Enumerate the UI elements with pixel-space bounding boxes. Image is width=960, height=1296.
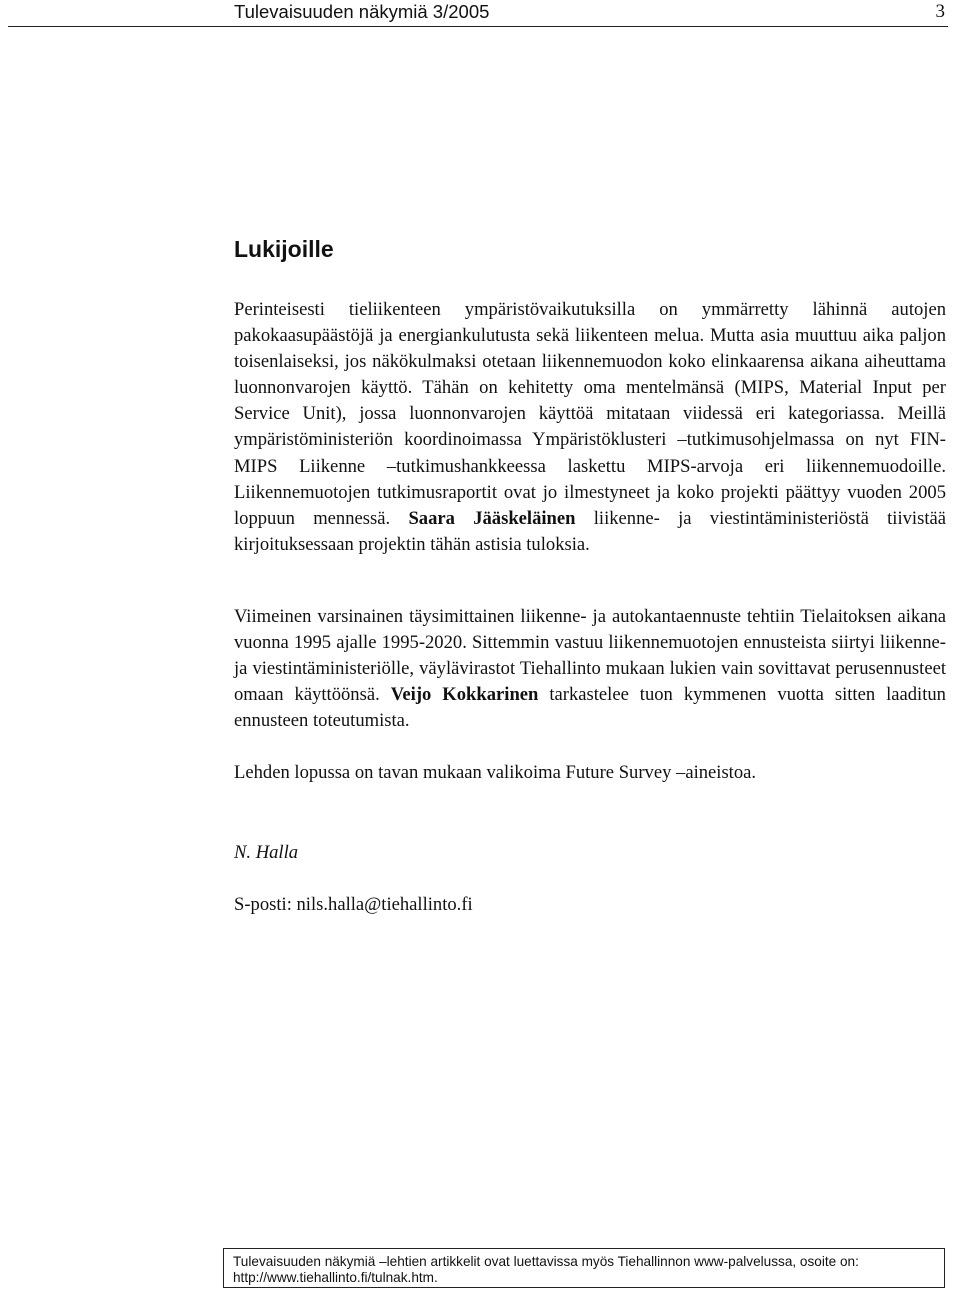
publication-title: Tulevaisuuden näkymiä 3/2005: [234, 1, 490, 22]
paragraph-mips: [234, 297, 946, 558]
paragraph-text: Perinteisesti tieliikenteen ympäristövaikutuksilla on ymmärretty lähinnä autojen pakokaasupäästöjä ja energiankulutusta sekä liikenteen melua. Mutta asia muuttuu aika paljon toisenlaiseksi, jos näkökulmaksi otetaan liikennemuodon koko elinkaarensa aikana aiheuttama luonnonvarojen käyttö. Tähän on kehitetty oma mentelmänsä (MIPS, Material Input per Service Unit), jossa luonnonvarojen käyttöä mitataan viidessä eri kategoriassa. Meillä ympäristöministeriön koordinoimassa Ympäristöklusteri –tutkimusohjelmassa on nyt FIN-MIPS Liikenne –tutkimushankkeessa laskettu MIPS-arvoja eri liikennemuodoille. Liikennemuotojen tutkimusraportit ovat jo ilmestyneet ja koko projekti päättyy vuoden 2005 loppuun mennessä.: [234, 299, 946, 529]
email-line: S-posti: nils.halla@tiehallinto.fi: [234, 894, 473, 915]
page-number: 3: [935, 1, 945, 22]
author-name: Veijo Kokkarinen: [390, 684, 539, 706]
paragraph-forecast: [234, 604, 946, 734]
article-heading: Lukijoille: [234, 236, 334, 262]
paragraph-text: liikenne- ja viestintäministeriöstä tiivistää kirjoituksessaan projektin tähän astisia tuloksia.: [234, 507, 946, 555]
paragraph-text: Viimeinen varsinainen täysimittainen liikenne- ja autokantaennuste tehtiin Tielaitoksen aikana vuonna 1995 ajalle 1995-2020. Sittemmin vastuu liikennemuotojen ennusteista siirtyi liikenne- ja viestintäministeriölle, väylävirastot Tiehallinto mukaan lukien vain sovittavat perusennusteet omaan käyttöönsä.: [234, 606, 946, 706]
signature: N. Halla: [234, 842, 299, 863]
footer-line: Tulevaisuuden näkymiä –lehtien artikkelit ovat luettavissa myös Tiehallinnon www-palvelussa, osoite on:: [233, 1254, 859, 1269]
page-header: [8, 0, 948, 27]
footer-note-box: [223, 1248, 945, 1288]
paragraph-future-survey: Lehden lopussa on tavan mukaan valikoima Future Survey –aineistoa.: [234, 762, 757, 783]
author-name: Saara Jääskeläinen: [408, 507, 576, 529]
paragraph-text: tarkastelee tuon kymmenen vuotta sitten laaditun ennusteen toteutumista.: [234, 684, 946, 732]
footer-url[interactable]: http://www.tiehallinto.fi/tulnak.htm.: [233, 1270, 438, 1285]
